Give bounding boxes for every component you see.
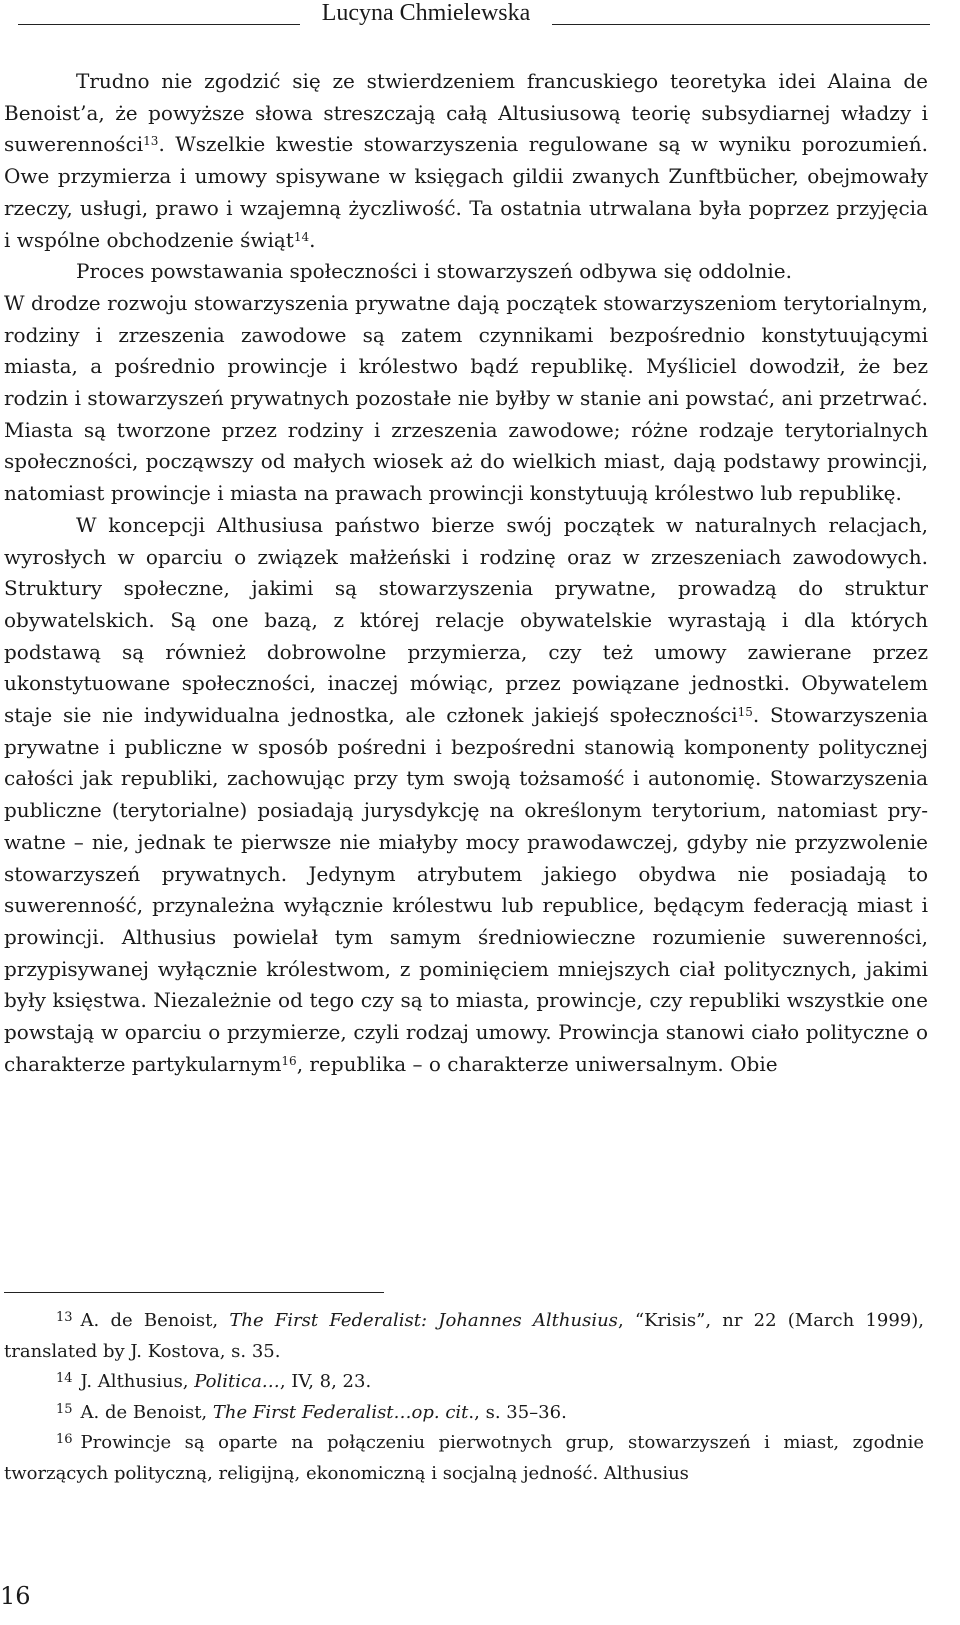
page-number: 16 bbox=[0, 1582, 31, 1610]
footnote-16: $^{16}$ Prowincje są oparte na połączeniu pierwotnych grup, stowarzyszeń i miast, zgodnie tworzących polityczną, religijną, ekonomiczną i socjalną jedność. Althusius bbox=[4, 1432, 924, 1484]
footnote-14: $^{14}$ J. Althusius, Politica…, IV, 8, 23. bbox=[56, 1371, 372, 1392]
author-name: Lucyna Chmielewska bbox=[321, 0, 531, 26]
footnote-ref-16[interactable]: 16 bbox=[281, 1053, 297, 1068]
paragraph-3: W drodze rozwoju stowarzyszenia prywatne dają początek stowarzyszeniom terytorialnym, rodziny i zrzeszenia zawodowe są zatem czynnikami bezpośrednio konstytuującymi miasta, a pośrednio prowincje i królestwo bądź republikę. Myśliciel dowodził, że bez rodzin i stowarzyszeń prywatnych pozostałe nie byłby w stanie ani powstać, ani przetrwać. Miasta są tworzone przez rodziny i zrzeszenia zawodowe; różne rodzaje terytorialnych społeczności, począwszy od małych wiosek aż do wielkich miast, dają podstawy prowincji, natomiast prowincje i miasta na prawach prowincji konstytuują królestwo lub republikę. bbox=[4, 290, 928, 506]
footnote-13: $^{13}$ A. de Benoist, The First Federalist: Johannes Althusius, “Krisis”, nr 22 (March 1999), translated by J. Kostova, s. 35. bbox=[4, 1310, 924, 1362]
footnote-ref-13[interactable]: 13 bbox=[143, 134, 159, 149]
paragraph-1: Trudno nie zgodzić się ze stwierdzeniem francuskiego teoretyka idei Alaina de Benoist’a, że powyższe słowa streszczają całą Altusiusową teorię subsydiarnej władzy i suwerenności$^{13}$. Wszelkie kwestie stowarzyszenia regulowane są w wyniku porozumień. Owe przymierza i umowy spisywane w księgach gildii zwanych Zunftbücher, obejmowały rzeczy, usługi, prawo i wzajemną życzliwość. Ta ostatnia utrwalana była poprzez przyjęcia i wspólne obchodzenie świąt$^{14}$. bbox=[4, 69, 928, 252]
footnote-ref-14[interactable]: 14 bbox=[293, 229, 310, 244]
paragraph-2: Proces powstawania społeczności i stowarzyszeń odbywa się oddolnie. bbox=[76, 259, 792, 284]
header-rule-right bbox=[552, 24, 930, 25]
paragraph-4: W koncepcji Althusiusa państwo bierze swój początek w naturalnych relacjach, wyrosłych w oparciu o związek małżeński i rodzinę oraz w zrzeszeniach zawodowych. Struktury społeczne, jakimi są stowarzyszenia prywatne, prowadzą do struktur obywatelskich. Są one bazą, z której relacje obywatelskie wyrastają i dla których podstawą są również dobrowolne przymierza, czy też umowy zawierane przez ukonstytuowane społeczności, inaczej mówiąc, przez powiązane jednostki. Obywatelem staje sie nie indywidualna jednostka, ale członek jakiejś społeczności$^{15}$. Stowarzyszenia prywatne i publiczne w sposób pośredni i bezpośredni stanowią komponenty politycznej całości jak republiki, zachowując przy tym swoją tożsamość i autonomię. Stowarzyszenia publiczne (terytorialne) posiadają jurysdykcję na określonym terytorium, natomiast prywatne – nie, jednak te pierwsze nie miałyby mocy prawodawczej, gdyby nie przyzwolenie stowarzyszeń prywatnych. Jedynym atrybutem jakiego obydwa nie posiadają to suwerenność, przynależna wyłącznie królestwu lub republice, będącym federacją miast i prowincji. Althusius powielał tym samym średniowieczne rozumienie suwerenności, przypisywanej wyłącznie królestwom, z pominięciem mniejszych ciał politycznych, jakimi były księstwa. Niezależnie od tego czy są to miasta, prowincje, czy republiki wszystkie one powstają w oparciu o przymierze, czyli rodzaj umowy. Prowincja stanowi ciało polityczne o charakterze partykularnym$^{16}$, republika – o charakterze uniwersalnym. Obie bbox=[4, 512, 928, 1076]
footnote-ref-15[interactable]: 15 bbox=[737, 705, 753, 720]
footnote-15: $^{15}$ A. de Benoist, The First Federalist…op. cit., s. 35–36. bbox=[56, 1401, 567, 1423]
header-rule-left bbox=[18, 24, 300, 25]
main-text bbox=[4, 66, 928, 1081]
footnote-separator bbox=[4, 1292, 384, 1293]
footnotes bbox=[4, 1306, 924, 1489]
running-header bbox=[0, 0, 960, 34]
